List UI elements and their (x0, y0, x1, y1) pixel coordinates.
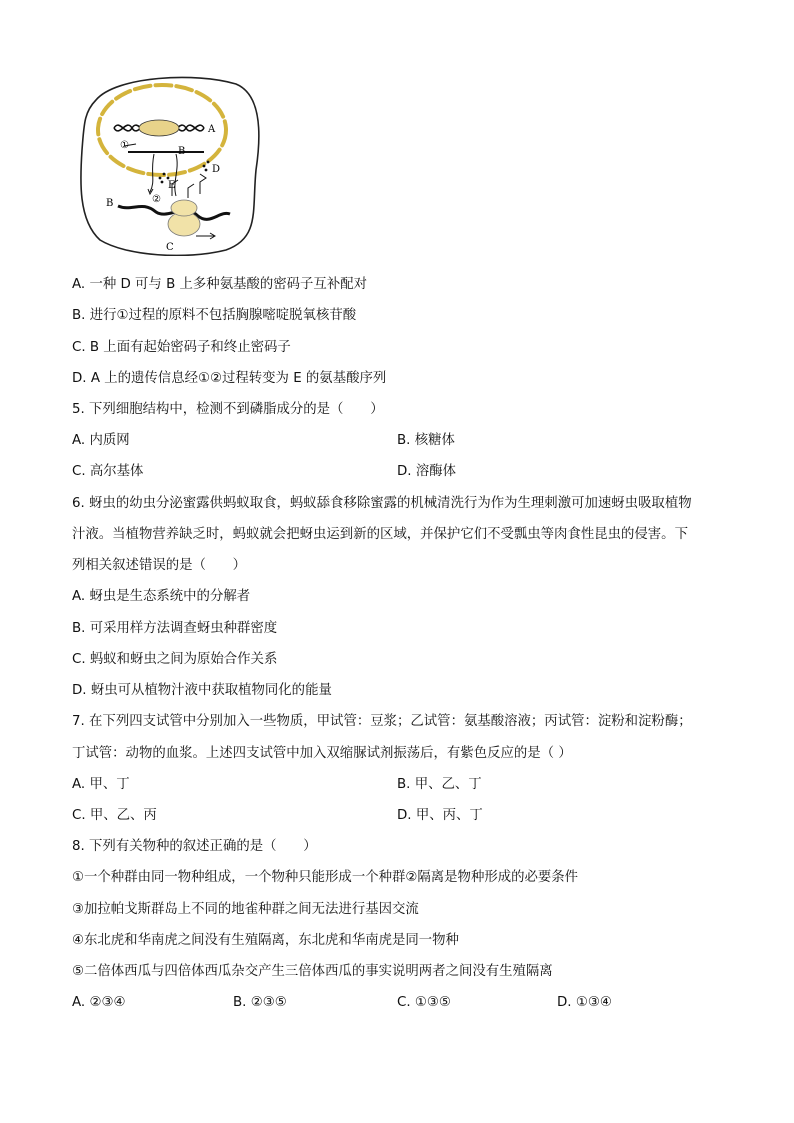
q6-stem-line-1: 6. 蚜虫的幼虫分泌蜜露供蚂蚁取食，蚂蚁舔食移除蜜露的机械清洗行为作为生理刺激可加速蚜虫吸取植物 (72, 496, 692, 511)
q4-option-a: A. 一种 D 可与 B 上多种氨基酸的密码子互补配对 (72, 277, 367, 292)
q8-option-a: A. ②③④ (72, 995, 126, 1010)
q6-stem-line-3: 列相关叙述错误的是（ ） (72, 558, 247, 573)
q7-option-a: A. 甲、丁 (72, 777, 130, 792)
q7-stem-line-1: 7. 在下列四支试管中分别加入一些物质，甲试管：豆浆；乙试管：氨基酸溶液；丙试管：淀粉和淀粉酶； (72, 714, 692, 729)
q4-option-d: D. A 上的遗传信息经①②过程转变为 E 的氨基酸序列 (72, 371, 387, 386)
q4-option-b: B. 进行①过程的原料不包括胸腺嘧啶脱氧核苷酸 (72, 308, 357, 323)
q7-option-d: D. 甲、丙、丁 (397, 808, 483, 823)
q5-option-d: D. 溶酶体 (397, 464, 456, 479)
q5-option-c: C. 高尔基体 (72, 464, 144, 479)
label-a: A (208, 124, 216, 135)
q6-option-c: C. 蚂蚁和蚜虫之间为原始合作关系 (72, 652, 278, 667)
trna (172, 174, 206, 198)
q5-stem: 5. 下列细胞结构中，检测不到磷脂成分的是（ ） (72, 402, 384, 417)
q6-option-d: D. 蚜虫可从植物汁液中获取植物同化的能量 (72, 683, 332, 698)
label-b-top: B (178, 146, 186, 157)
q8-item-4: ④东北虎和华南虎之间没有生殖隔离，东北虎和华南虎是同一物种 (72, 933, 459, 948)
transcription-translation-diagram (76, 70, 262, 256)
label-c: C (166, 242, 174, 253)
q8-item-1-2: ①一个种群由同一物种组成，一个物种只能形成一个种群②隔离是物种形成的必要条件 (72, 870, 579, 885)
q6-option-a: A. 蚜虫是生态系统中的分解者 (72, 589, 251, 604)
label-d: D (212, 164, 221, 175)
q8-option-b: B. ②③⑤ (233, 995, 287, 1010)
q7-stem-line-2: 丁试管：动物的血浆。上述四支试管中加入双缩脲试剂振荡后，有紫色反应的是（ ） (72, 746, 572, 761)
label-e: E (168, 180, 176, 191)
label-b-left: B (106, 198, 114, 209)
q8-option-d: D. ①③④ (557, 995, 612, 1010)
q8-option-c: C. ①③⑤ (397, 995, 451, 1010)
q5-option-a: A. 内质网 (72, 433, 130, 448)
label-step-2: ② (152, 194, 161, 205)
q8-item-5: ⑤二倍体西瓜与四倍体西瓜杂交产生三倍体西瓜的事实说明两者之间没有生殖隔离 (72, 964, 553, 979)
label-step-1: ① (120, 140, 129, 151)
q4-option-c: C. B 上面有起始密码子和终止密码子 (72, 340, 291, 355)
q8-item-3: ③加拉帕戈斯群岛上不同的地雀种群之间无法进行基因交流 (72, 902, 419, 917)
q6-option-b: B. 可采用样方法调查蚜虫种群密度 (72, 621, 278, 636)
q5-option-b: B. 核糖体 (397, 433, 455, 448)
dna-helix (114, 120, 204, 136)
q7-option-b: B. 甲、乙、丁 (397, 777, 482, 792)
q6-stem-line-2: 汁液。当植物营养缺乏时，蚂蚁就会把蚜虫运到新的区域，并保护它们不受瓢虫等肉食性昆虫的侵害。下 (72, 527, 688, 542)
q7-option-c: C. 甲、乙、丙 (72, 808, 157, 823)
q8-stem: 8. 下列有关物种的叙述正确的是（ ） (72, 839, 317, 854)
